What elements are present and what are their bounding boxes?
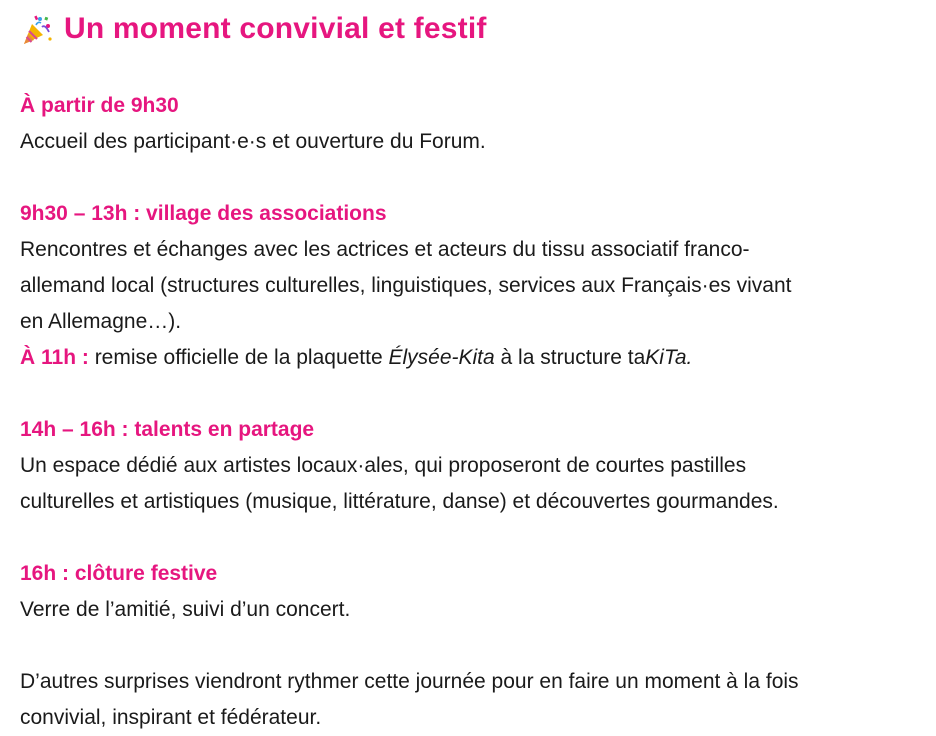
section-text-line: allemand local (structures culturelles, linguistiques, services aux Français·es vivant: [20, 274, 792, 297]
section-text: Accueil des participant·e·s et ouverture du Forum.: [20, 130, 486, 153]
section-text: Verre de l’amitié, suivi d’un concert.: [20, 598, 351, 621]
section-heading: 14h – 16h : talents en partage: [20, 418, 315, 441]
highlight-text: à la structure ta: [494, 346, 646, 369]
highlight-italic: KiTa.: [645, 346, 693, 369]
section-heading: 9h30 – 13h : village des associations: [20, 202, 387, 225]
highlight-label: À 11h :: [20, 346, 89, 369]
section-heading: À partir de 9h30: [20, 94, 179, 117]
section-village: [20, 196, 920, 376]
section-arrival: [20, 88, 920, 160]
highlight-text: remise officielle de la plaquette: [88, 346, 389, 369]
closing-line: D’autres surprises viendront rythmer cette journée pour en faire un moment à la fois: [20, 670, 799, 693]
section-text-line: Un espace dédié aux artistes locaux·ales, qui proposeront de courtes pastilles: [20, 454, 747, 477]
closing-line: convivial, inspirant et fédérateur.: [20, 706, 322, 729]
section-text-line: en Allemagne…).: [20, 310, 182, 333]
section-text-line: Rencontres et échanges avec les actrices et acteurs du tissu associatif franco-: [20, 238, 750, 261]
highlight-line: [20, 340, 920, 376]
highlight-italic: Élysée-Kita: [388, 346, 495, 369]
closing-paragraph: [20, 664, 920, 736]
section-talents: [20, 412, 920, 520]
page-title: Un moment convivial et festif: [64, 12, 487, 45]
section-text-line: culturelles et artistiques (musique, littérature, danse) et découvertes gourmandes.: [20, 490, 779, 513]
event-program: [20, 0, 920, 736]
section-closing-party: [20, 556, 920, 628]
party-popper-icon: [20, 13, 54, 47]
section-heading: 16h : clôture festive: [20, 562, 218, 585]
title-row: [20, 0, 920, 58]
